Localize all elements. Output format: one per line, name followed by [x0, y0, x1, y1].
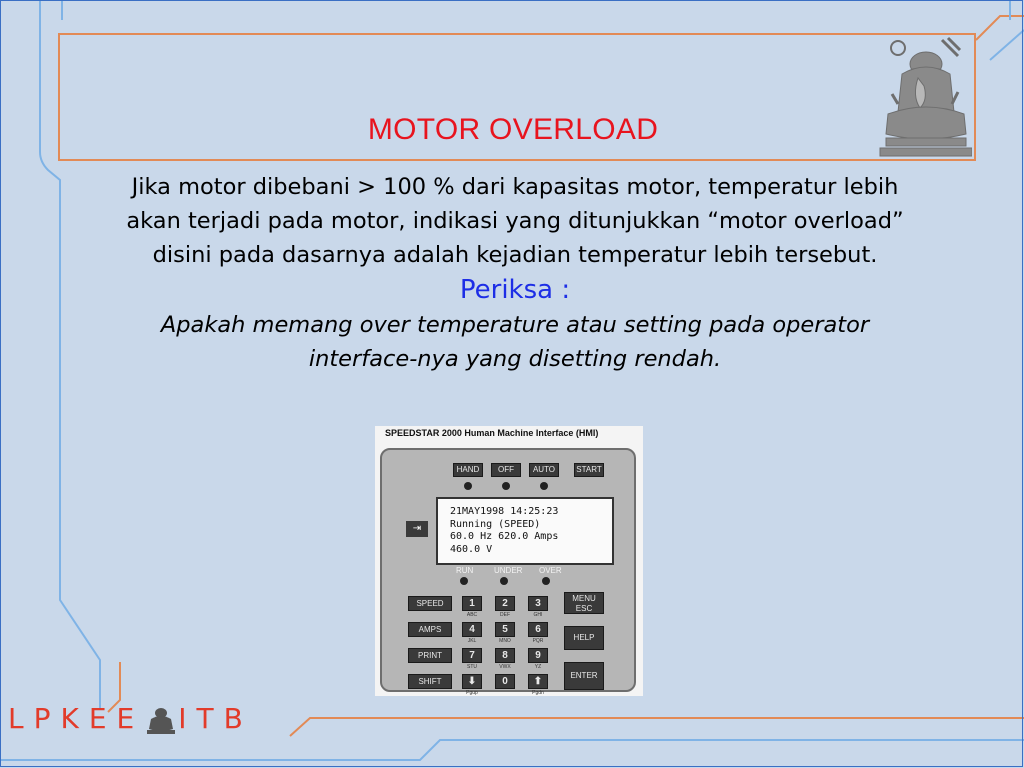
key-2: 2 [495, 596, 515, 611]
key-down: ⬇ [462, 674, 482, 689]
hmi-display [436, 497, 614, 565]
key-sublabel: ABC [466, 612, 478, 618]
hmi-caption: SPEEDSTAR 2000 Human Machine Interface (HMI) [385, 428, 599, 438]
hmi-panel [380, 448, 636, 696]
title-frame [58, 33, 976, 161]
slide-body [110, 170, 920, 376]
footer-itb: ITB [178, 702, 253, 735]
run-led [460, 577, 468, 585]
key-sublabel: YZ [534, 664, 542, 670]
key-8: 8 [495, 648, 515, 663]
key-7: 7 [462, 648, 482, 663]
off-led [502, 482, 510, 490]
key-sublabel: JKL [467, 638, 477, 644]
key-sublabel: DEF [500, 612, 510, 618]
itb-ganesha-logo [878, 34, 972, 158]
key-sublabel: STU [467, 664, 477, 670]
key-1: 1 [462, 596, 482, 611]
key-sublabel: MNO [499, 638, 511, 644]
start-key: START [574, 463, 604, 477]
check-label: Periksa : [459, 275, 571, 305]
paragraph-text: Jika motor dibebani > 100 % dari kapasitas motor, temperatur lebih akan terjadi pada motor, indikasi yang ditunjukkan “motor overload” disini pada dasarnya adalah kejadian temperatur lebih tersebut. [126, 174, 904, 268]
shift-key: SHIFT [408, 674, 452, 689]
over-indicator: OVER [539, 566, 562, 575]
key-4: 4 [462, 622, 482, 637]
key-sublabel: Pgdn [532, 690, 544, 696]
display-line: 460.0 V [450, 543, 493, 555]
enter-key: ENTER [564, 662, 604, 690]
key-up: ⬆ [528, 674, 548, 689]
print-key: PRINT [408, 648, 452, 663]
off-key: OFF [491, 463, 521, 477]
hmi-figure [375, 426, 643, 696]
key-9: 9 [528, 648, 548, 663]
display-line: 21MAY1998 14:25:23 [450, 506, 559, 517]
key-0: 0 [495, 674, 515, 689]
key-5: 5 [495, 622, 515, 637]
auto-led [540, 482, 548, 490]
display-line: 60.0 Hz 620.0 Amps [450, 531, 559, 542]
under-indicator: UNDER [494, 566, 523, 575]
key-6: 6 [528, 622, 548, 637]
display-line: Running (SPEED) [450, 518, 541, 530]
ganesha-small-icon [144, 705, 178, 735]
lpkee-itb-footer-logo [8, 702, 253, 742]
run-indicator: RUN [456, 566, 474, 575]
key-sublabel: Pgup [466, 690, 478, 696]
menu-esc-key: MENU ESC [564, 592, 604, 614]
auto-key: AUTO [529, 463, 559, 477]
key-sublabel: VWX [499, 664, 511, 670]
key-3: 3 [528, 596, 548, 611]
amps-key: AMPS [408, 622, 452, 637]
hand-led [464, 482, 472, 490]
hand-key: HAND [453, 463, 483, 477]
footer-lpkee: LPKEE [8, 702, 145, 735]
over-led [542, 577, 550, 585]
key-sublabel: GHI [533, 612, 543, 618]
check-text: Apakah memang over temperature atau setting pada operator interface-nya yang disetting rendah. [160, 312, 870, 372]
key-sublabel: PQR [532, 638, 544, 644]
slide-title: MOTOR OVERLOAD [367, 113, 659, 146]
help-key: HELP [564, 626, 604, 650]
mode-icon: ⇥ [406, 521, 428, 537]
under-led [500, 577, 508, 585]
speed-key: SPEED [408, 596, 452, 611]
